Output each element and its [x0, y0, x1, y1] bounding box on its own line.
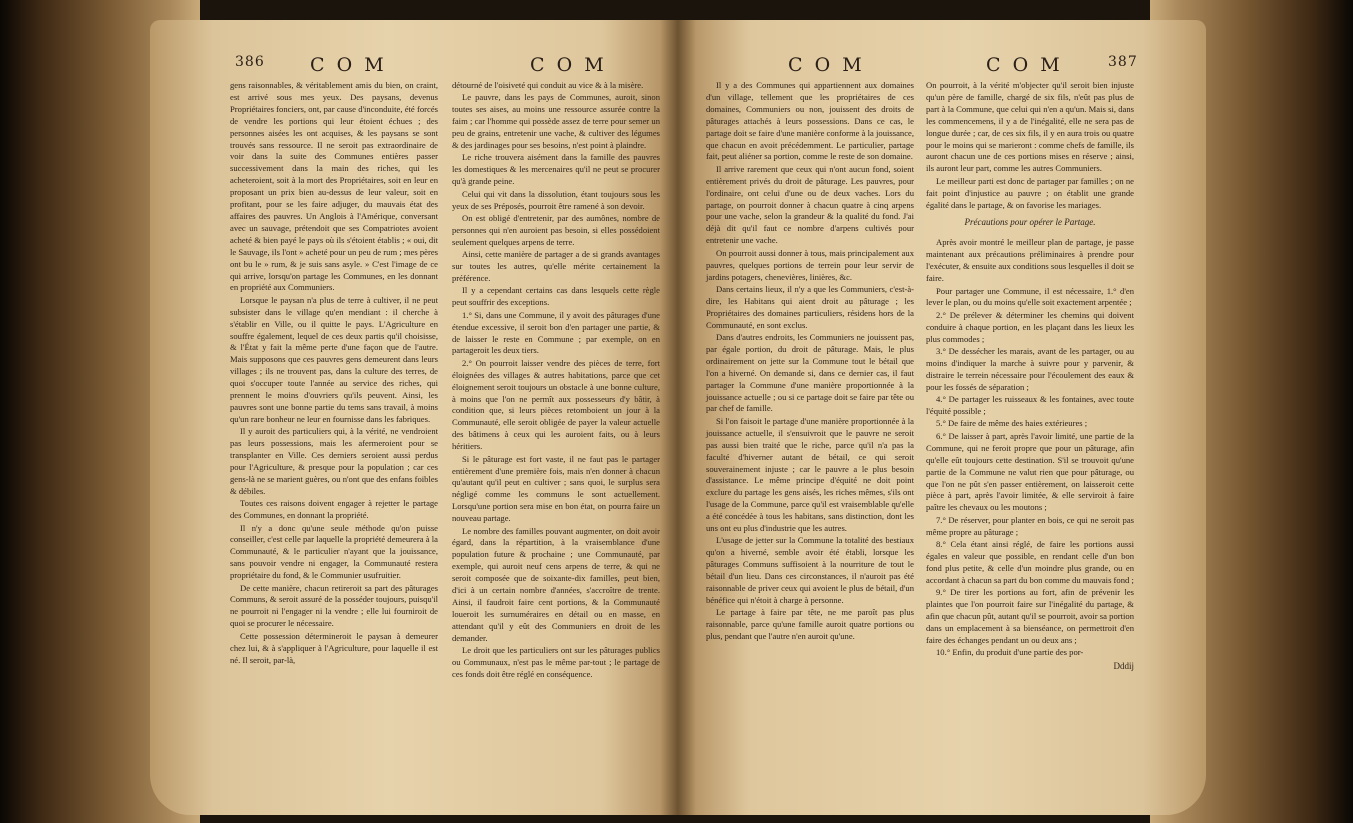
- paragraph: Toutes ces raisons doivent engager à rejetter le partage des Communes, en donnant la propriété.: [230, 498, 438, 521]
- paragraph: Le droit que les particuliers ont sur les pâturages publics ou Communaux, n'est pas le même par-tout ; le partage de ces fonds doit être réglé en conséquence.: [452, 645, 660, 679]
- paragraph: 7.° De réserver, pour planter en bois, ce qui ne seroit pas même propre au pâturage ;: [926, 514, 1134, 537]
- paragraph: détourné de l'oisiveté qui conduit au vice & à la misère.: [452, 80, 644, 90]
- right-page: [676, 20, 1206, 815]
- paragraph: Le partage à faire par tête, ne me paroît pas plus raisonnable, parce qu'une famille auroit quatre portions ou plus, pendant que l'autre n'en auroit qu'une.: [706, 607, 914, 642]
- paragraph: Dans d'autres endroits, les Communiers ne jouissent pas, par égale portion, du droit de pâturage. Mais, le plus ordinairement on jette sur la Commune tout le bétail que l'on a hiverné. On demande si, dans ce dernier cas, il faut partager la Commune d'une manière proportionnée à la jouissance actuelle ; ou si ce partage doit se faire par tête ou par chef de famille.: [706, 332, 914, 414]
- paragraph: Le pauvre, dans les pays de Communes, auroit, sinon toutes ses aises, au moins une ressource assurée contre la faim ; car l'homme qui possède assez de terre pour semer un peu de grains, entretenir une vache, & cultiver des légumes & des jardinages pour ses besoins, n'est point à plaindre.: [452, 92, 660, 151]
- paragraph: 5.° De faire de même des haies extérieures ;: [936, 418, 1088, 429]
- paragraph: 3.° De dessécher les marais, avant de les partager, ou au moins d'indiquer la marche à suivre pour y parvenir, & distraire le terrein nécessaire pour l'écoulement des eaux & pour les fossés de séparation ;: [926, 346, 1134, 392]
- paragraph: On pourroit aussi donner à tous, mais principalement aux pauvres, quelques portions de terrein pour leur servir de jardins potagers, chenevières, linières, &c.: [706, 247, 914, 282]
- left-page-column-2: [452, 80, 660, 681]
- section-heading: Précautions pour opérer le Partage.: [964, 217, 1096, 228]
- signature-mark: Dddij: [1113, 661, 1134, 672]
- paragraph: 9.° De tirer les portions au fort, afin de prévenir les plaintes que l'on pourroit faire sur l'inégalité du partage, & afin que chacun pût, autant qu'il se pourroit, avoir sa portion dans un emplacement à sa bienséance, on permettroit d'en faire des échanges pendant un ou deux ans ;: [926, 587, 1134, 645]
- paragraph: 6.° De laisser à part, après l'avoir limité, une partie de la Commune, qui ne feroit propre que pour un pâturage, afin qu'elle eût toujours cette destination. S'il se trouvoit qu'une partie de la Commune ne valut rien que pour pâturage, ou que l'on ne pût s'en passer entièrement, on laisseroit cette pièce à part, après l'avoir limitée, & elle serviroit à faire paître les chevaux ou les moutons ;: [926, 430, 1134, 513]
- paragraph: Il y a cependant certains cas dans lesquels cette règle peut souffrir des exceptions.: [452, 285, 660, 308]
- paragraph: Il n'y a donc qu'une seule méthode qu'on puisse conseiller, c'est celle par laquelle la propriété demeurera à la Communauté, & le particulier n'ayant que la jouissance, sans pouvoir vendre ni engager, la Communauté restera propriétaire du fond, & le Communier usufruitier.: [230, 522, 438, 581]
- paragraph: Le meilleur parti est donc de partager par familles ; on ne fait point d'injustice au pauvre ; on établit une grande égalité dans le partage, & on favorise les mariages.: [926, 175, 1134, 210]
- page-number-right: 387: [1108, 54, 1138, 70]
- running-title-right-col1: C O M: [788, 54, 865, 76]
- paragraph: L'usage de jetter sur la Commune la totalité des bestiaux qu'on a hiverné, semble avoir été établi, lorsque les pâturages Communs suffisoient à la nourriture de tout le bétail d'un lieu. Dans ces circonstances, il n'auroit pas été raisonnable de priver ceux qui avoient le plus de bétail, d'un bénéfice qui n'étoit à charge à personne.: [706, 535, 914, 605]
- paragraph: Le nombre des familles pouvant augmenter, on doit avoir égard, dans la répartition, à la vraisemblance d'une population future & prochaine ; une Communauté, par exemple, qui auroit neuf cens arpens de terre, & qui ne seroit composée que de soixante-dix familles, peut bien, d'ici à un certain nombre d'années, s'accroître de trente. Ainsi, il faudroit faire cent portions, & la Communauté loueroit les surnuméraires en détail ou en masse, en attendant qu'il y eût des Communiers en droit de les demander.: [452, 525, 660, 643]
- paragraph: 4.° De partager les ruisseaux & les fontaines, avec toute l'équité possible ;: [926, 394, 1134, 417]
- paragraph: De cette manière, chacun retireroit sa part des pâturages Communs, & seroit assuré de la posséder toujours, puisqu'il ne pourroit ni l'engager ni la vendre ; elle lui fourniroit de quoi se procurer le nécessaire.: [230, 582, 438, 629]
- page-number-left: 386: [235, 54, 265, 70]
- paragraph: 2.° On pourroit laisser vendre des pièces de terre, fort éloignées des villages & autres habitations, parce que cet éloignement seroit toujours un obstacle à une bonne culture, à moins que l'on ne permît aux possesseurs d'y bâtir, à condition que, si leurs pièces retomboient un jour à la Communauté, elle seroit obligée de payer la valeur actuelle des bâtimens à ceux qui les auroient faits, ou à leurs héritiers.: [452, 357, 660, 452]
- paragraph: Si l'on faisoit le partage d'une manière proportionnée à la jouissance actuelle, il s'ensuivroit que le pauvre ne seroit pas aussi bien traité que le riche, parce qu'il n'a pas la faculté d'hiverner autant de bétail, ce qui seroit souverainement injuste ; car le pauvre a le plus besoin d'assistance. Le même principe d'équité ne doit point exclure du partage les gens aisés, les riches mêmes, s'ils ont l'usage de la Commune, parce qu'il est vraisemblable qu'elle a été concédée à tous les habitans, sans distinction, dont les uns ont eu plus d'industrie que les autres.: [706, 415, 914, 534]
- paragraph: Il arrive rarement que ceux qui n'ont aucun fond, soient entièrement privés du droit de pâturage. Les pauvres, pour l'ordinaire, ont celui d'une ou de deux vaches. Lors du partage, on pourroit donner à chacun quatre à cinq arpens pour une vache, selon la grandeur & la qualité du fond. J'ai déjà dit qu'il faut ce nombre d'arpens cultivés pour entretenir une vache.: [706, 163, 914, 246]
- paragraph: On pourroit, à la vérité m'objecter qu'il seroit bien injuste qu'un père de famille, chargé de six fils, n'eût pas plus de part à la Commune, que celui qui n'en a qu'un. Mais si, dans les commencemens, il y a de l'inégalité, elle ne sera pas de longue durée ; car, de ces six fils, il y en aura trois ou quatre pour le moins qui se marieront : comme chefs de famille, ils auront chacun une de ces portions mises en réserve ; ainsi, ils auront leur part, comme les autres Communiers.: [926, 80, 1134, 174]
- paragraph: Cette possession détermineroit le paysan à demeurer chez lui, & à s'appliquer à l'Agriculture, pour laquelle il est né. Il seroit, par-là,: [230, 630, 438, 665]
- paragraph: Si le pâturage est fort vaste, il ne faut pas le partager entièrement d'une première fois, mais n'en donner à chacun qu'autant qu'il peut en cultiver ; sans quoi, le surplus sera négligé comme les communs le sont actuellement. Lorsqu'une portion sera mise en bon état, on pourra faire un nouveau partage.: [452, 453, 660, 524]
- book-gutter: [660, 20, 696, 815]
- left-page-header: [150, 54, 680, 76]
- paragraph: On est obligé d'entretenir, par des aumônes, nombre de personnes qui n'en auroient pas besoin, si elles possédoient seulement quelques arpens de terre.: [452, 212, 660, 247]
- paragraph: 10.° Enfin, du produit d'une partie des por-: [936, 647, 1084, 658]
- paragraph: Ainsi, cette manière de partager a de si grands avantages sur toutes les autres, qu'elle mérite certainement la préférence.: [452, 249, 660, 283]
- right-page-column-1: [706, 80, 914, 644]
- right-page-header: [676, 54, 1206, 76]
- left-page-column-1: [230, 80, 438, 667]
- paragraph: Pour partager une Commune, il est nécessaire, 1.° d'en lever le plan, ou du moins qu'elle soit exactement arpentée ;: [926, 285, 1134, 308]
- running-title-right-col2: C O M: [986, 54, 1063, 76]
- paragraph: Dans certains lieux, il n'y a que les Communiers, c'est-à-dire, les Habitans qui aient droit au pâturage ; les Propriétaires des domaines particuliers, résidens hors de la Communauté, en sont exclus.: [706, 283, 914, 330]
- paragraph: 2.° De prélever & déterminer les chemins qui doivent conduire à chaque portion, en les plaçant dans les lieux les plus commodes ;: [926, 309, 1134, 344]
- paragraph: gens raisonnables, & véritablement amis du bien, on craint, est arrivé sous mes yeux. Des paysans, devenus Propriétaires fonciers, ont, par cause d'inconduite, été forcés de vendre les portions qui leur étoient échues ; des personnes aisées les ont acquises, & les paysans se sont trouvés sans ressource. Il ne seroit pas extraordinaire de voir dans la suite des Communes entières passer successivement dans la main des riches, qui les acheteroient, soit à la mort des Propriétaires, soit en leur en proposant un prix bien au-dessus de leur valeur, soit en profitant, pour se les faire adjuger, du mauvais état des affaires des pauvres. Un Anglois à l'Amérique, conversant avec un sauvage, prétendoit que ses Compatriotes avoient acheté & bien payé le pays où ils s'étoient établis ; « oui, dit le Sauvage, ils l'ont » acheté pour un peu de rum ; mes pères ont bu le » rum, & je suis sans asyle. » C'est l'image de ce qui arrive, lorsqu'on partage les Communes, en les donnant en propriété aux Communiers.: [230, 80, 438, 293]
- right-page-column-2: [926, 80, 1134, 673]
- running-title-left-col1: C O M: [310, 54, 387, 76]
- paragraph: Après avoir montré le meilleur plan de partage, je passe maintenant aux précautions préliminaires à prendre pour l'exécuter, & ensuite aux conditions sous lesquelles il doit se faire.: [926, 237, 1134, 284]
- left-page: [150, 20, 680, 815]
- paragraph: 1.° Si, dans une Commune, il y avoit des pâturages d'une étendue excessive, il seroit bon d'en partager une partie, & de laisser le reste en Commune ; par exemple, on en partageroit les deux tiers.: [452, 309, 660, 356]
- paragraph: Le riche trouvera aisément dans la famille des pauvres les domestiques & les mercenaires qu'il ne peut se procurer qu'à grande peine.: [452, 152, 660, 187]
- paragraph: 8.° Cela étant ainsi réglé, de faire les portions aussi égales en valeur que possible, en rendant celle d'un bon fond plus petite, & celle d'un moindre plus grande, ou en accordant à chacun sa part du bon comme du mauvais fond ;: [926, 539, 1134, 585]
- paragraph: Il y auroit des particuliers qui, à la vérité, ne vendroient pas leurs possessions, mais les afermeroient pour se transplanter en Ville. Ces derniers seroient aussi perdus pour l'Agriculture, & presque pour la population ; car ces gens-là ne se marient guères, ou n'ont que des enfans foibles & débiles.: [230, 426, 438, 496]
- running-title-left-col2: C O M: [530, 54, 607, 76]
- paragraph: Celui qui vit dans la dissolution, étant toujours sous les yeux de ses Préposés, pourroit être ramené à son devoir.: [452, 188, 660, 211]
- paragraph: Lorsque le paysan n'a plus de terre à cultiver, il ne peut subsister dans le village qu'en mendiant : il cherche à s'établir en Ville, ou il quitte le pays. L'Agriculture en souffre également, lequel de ces deux partis qu'il choisisse, & l'État y fait la même perte d'une façon que de l'autre. Mais supposons que ces pauvres gens demeurent dans leurs villages ; ils ne trouvent pas, dans la culture des terres, de quoi s'occuper toute l'année au service des riches, qui prennent le moins d'ouvriers qu'ils peuvent. Ainsi, les pauvres sont une bonne partie du tems sans travail, à moins qu'un rare bonheur ne leur en fournisse dans les fabriques.: [230, 294, 438, 424]
- paragraph: Il y a des Communes qui appartiennent aux domaines d'un village, tellement que les propriétaires de ces domaines, Communiers ou non, jouissent des droits de pâturages attachés à leurs possessions. Dans ce cas, le partage doit se faire d'une manière conforme à la jouissance, que chacun en avoit précédemment. Le particulier, partage fait, peut aliéner sa portion, comme le reste de son domaine.: [706, 80, 914, 162]
